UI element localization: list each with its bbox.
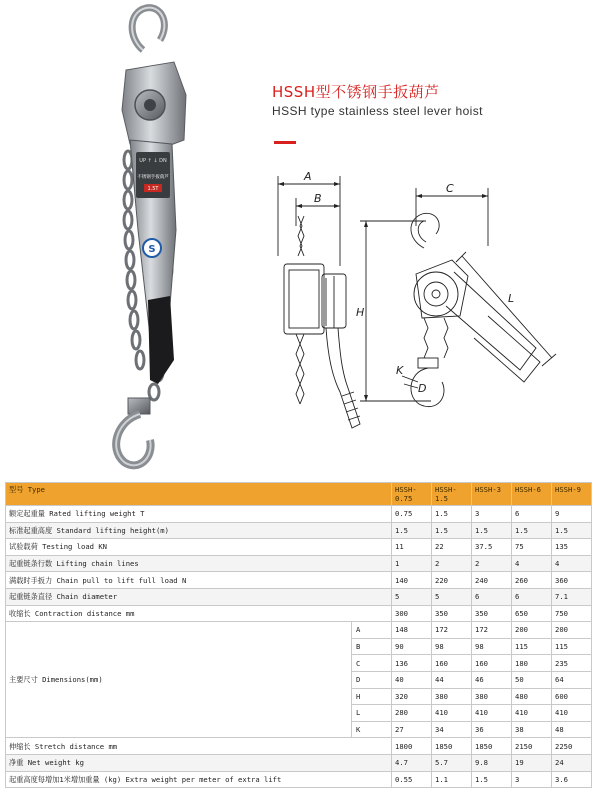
- dimension-key-cell: L: [352, 705, 392, 722]
- dimension-key-cell: C: [352, 655, 392, 672]
- value-cell: 1.5: [392, 522, 432, 539]
- param-label-cell: 试验载荷 Testing load KN: [6, 539, 392, 556]
- value-cell: 36: [472, 721, 512, 738]
- header-model-cell: HSSH-6: [512, 483, 552, 506]
- value-cell: 650: [512, 605, 552, 622]
- value-cell: 1800: [392, 738, 432, 755]
- header-model-cell: HSSH-9: [552, 483, 592, 506]
- value-cell: 410: [512, 705, 552, 722]
- table-row: [6, 506, 592, 523]
- table-row: [6, 622, 592, 639]
- value-cell: 172: [432, 622, 472, 639]
- value-cell: 160: [432, 655, 472, 672]
- dimension-label-d: D: [418, 382, 427, 395]
- table-row: [6, 605, 592, 622]
- value-cell: 410: [552, 705, 592, 722]
- value-cell: 11: [392, 539, 432, 556]
- header-model-cell: HSSH-0.75: [392, 483, 432, 506]
- value-cell: 1.5: [552, 522, 592, 539]
- value-cell: 4: [552, 555, 592, 572]
- value-cell: 200: [512, 622, 552, 639]
- value-cell: 410: [432, 705, 472, 722]
- dimension-label-c: C: [446, 182, 454, 195]
- dimension-key-cell: H: [352, 688, 392, 705]
- value-cell: 3.6: [552, 771, 592, 788]
- plate-name-text: 不锈钢手扳葫芦: [137, 175, 169, 180]
- value-cell: 1.5: [472, 522, 512, 539]
- dimension-label-b: B: [314, 192, 322, 205]
- value-cell: 136: [392, 655, 432, 672]
- value-cell: 98: [432, 638, 472, 655]
- value-cell: 220: [432, 572, 472, 589]
- table-row: [6, 771, 592, 788]
- dimension-label-l: L: [508, 292, 515, 305]
- value-cell: 2: [432, 555, 472, 572]
- value-cell: 260: [512, 572, 552, 589]
- value-cell: 180: [512, 655, 552, 672]
- value-cell: 2150: [512, 738, 552, 755]
- value-cell: 38: [512, 721, 552, 738]
- header-model-cell: HSSH-1.5: [432, 483, 472, 506]
- value-cell: 6: [472, 588, 512, 605]
- table-header-row: [6, 483, 592, 506]
- value-cell: 5: [392, 588, 432, 605]
- param-label-cell: 收缩长 Contraction distance mm: [6, 605, 392, 622]
- table-row: [6, 572, 592, 589]
- value-cell: 37.5: [472, 539, 512, 556]
- value-cell: 98: [472, 638, 512, 655]
- table-row: [6, 588, 592, 605]
- value-cell: 9.8: [472, 754, 512, 771]
- lever-hoist-photo: [88, 0, 218, 470]
- value-cell: 75: [512, 539, 552, 556]
- spec-table: [5, 482, 592, 788]
- spec-table-wrapper: [5, 482, 591, 788]
- plate-capacity-tag: 1.5T: [147, 186, 159, 192]
- dimension-key-cell: B: [352, 638, 392, 655]
- param-label-cell: 起重高度每增加1米增加重量 (kg) Extra weight per meter of extra lift: [6, 771, 392, 788]
- value-cell: 40: [392, 671, 432, 688]
- value-cell: 380: [472, 688, 512, 705]
- value-cell: 235: [552, 655, 592, 672]
- dimension-label-k: K: [396, 364, 404, 377]
- table-row: [6, 555, 592, 572]
- value-cell: 300: [392, 605, 432, 622]
- value-cell: 350: [472, 605, 512, 622]
- value-cell: 2250: [552, 738, 592, 755]
- value-cell: 1.5: [432, 522, 472, 539]
- value-cell: 3: [512, 771, 552, 788]
- value-cell: 6: [512, 506, 552, 523]
- value-cell: 160: [472, 655, 512, 672]
- param-label-cell: 伸缩长 Stretch distance mm: [6, 738, 392, 755]
- value-cell: 22: [432, 539, 472, 556]
- value-cell: 350: [432, 605, 472, 622]
- table-row: [6, 738, 592, 755]
- value-cell: 135: [552, 539, 592, 556]
- header-model-cell: HSSH-3: [472, 483, 512, 506]
- value-cell: 6: [512, 588, 552, 605]
- value-cell: 27: [392, 721, 432, 738]
- dimensions-label-cell: 主要尺寸 Dimensions(mm): [6, 622, 352, 738]
- product-title-english: HSSH type stainless steel lever hoist: [272, 104, 483, 118]
- value-cell: 0.75: [392, 506, 432, 523]
- value-cell: 240: [472, 572, 512, 589]
- value-cell: 19: [512, 754, 552, 771]
- value-cell: 320: [392, 688, 432, 705]
- value-cell: 1.1: [432, 771, 472, 788]
- product-title-chinese: HSSH型不锈钢手扳葫芦: [272, 83, 440, 101]
- value-cell: 48: [552, 721, 592, 738]
- value-cell: 750: [552, 605, 592, 622]
- value-cell: 380: [432, 688, 472, 705]
- dimension-key-cell: A: [352, 622, 392, 639]
- value-cell: 7.1: [552, 588, 592, 605]
- value-cell: 480: [512, 688, 552, 705]
- value-cell: 3: [472, 506, 512, 523]
- title-accent-rule: [274, 141, 296, 144]
- value-cell: 1850: [432, 738, 472, 755]
- param-label-cell: 满载时手扳力 Chain pull to lift full load N: [6, 572, 392, 589]
- dimension-key-cell: K: [352, 721, 392, 738]
- value-cell: 600: [552, 688, 592, 705]
- value-cell: 34: [432, 721, 472, 738]
- table-row: [6, 522, 592, 539]
- value-cell: 148: [392, 622, 432, 639]
- param-label-cell: 起重链条直径 Chain diameter: [6, 588, 392, 605]
- param-label-cell: 起重链条行数 Lifting chain lines: [6, 555, 392, 572]
- dimension-label-h: H: [356, 306, 365, 319]
- table-row: [6, 539, 592, 556]
- value-cell: 4: [512, 555, 552, 572]
- header-type-cell: 型号 Type: [6, 483, 392, 506]
- value-cell: 64: [552, 671, 592, 688]
- value-cell: 1: [392, 555, 432, 572]
- value-cell: 115: [552, 638, 592, 655]
- value-cell: 1.5: [432, 506, 472, 523]
- param-label-cell: 标准起重高度 Standard lifting height(m): [6, 522, 392, 539]
- value-cell: 410: [472, 705, 512, 722]
- value-cell: 5: [432, 588, 472, 605]
- param-label-cell: 净重 Net weight kg: [6, 754, 392, 771]
- dimension-diagram: [256, 166, 586, 436]
- value-cell: 90: [392, 638, 432, 655]
- value-cell: 140: [392, 572, 432, 589]
- value-cell: 2: [472, 555, 512, 572]
- value-cell: 4.7: [392, 754, 432, 771]
- value-cell: 360: [552, 572, 592, 589]
- dimension-label-a: A: [304, 170, 312, 183]
- svg-text:S: S: [148, 244, 156, 255]
- dimension-key-cell: D: [352, 671, 392, 688]
- value-cell: 115: [512, 638, 552, 655]
- value-cell: 280: [392, 705, 432, 722]
- plate-direction-text: UP ↑ ↓ DN: [139, 158, 167, 164]
- table-row: [6, 754, 592, 771]
- value-cell: 172: [472, 622, 512, 639]
- value-cell: 44: [432, 671, 472, 688]
- value-cell: 5.7: [432, 754, 472, 771]
- value-cell: 1.5: [472, 771, 512, 788]
- value-cell: 1850: [472, 738, 512, 755]
- value-cell: 50: [512, 671, 552, 688]
- value-cell: 1.5: [512, 522, 552, 539]
- value-cell: 46: [472, 671, 512, 688]
- value-cell: 0.55: [392, 771, 432, 788]
- param-label-cell: 额定起重量 Rated lifting weight T: [6, 506, 392, 523]
- value-cell: 200: [552, 622, 592, 639]
- value-cell: 24: [552, 754, 592, 771]
- value-cell: 9: [552, 506, 592, 523]
